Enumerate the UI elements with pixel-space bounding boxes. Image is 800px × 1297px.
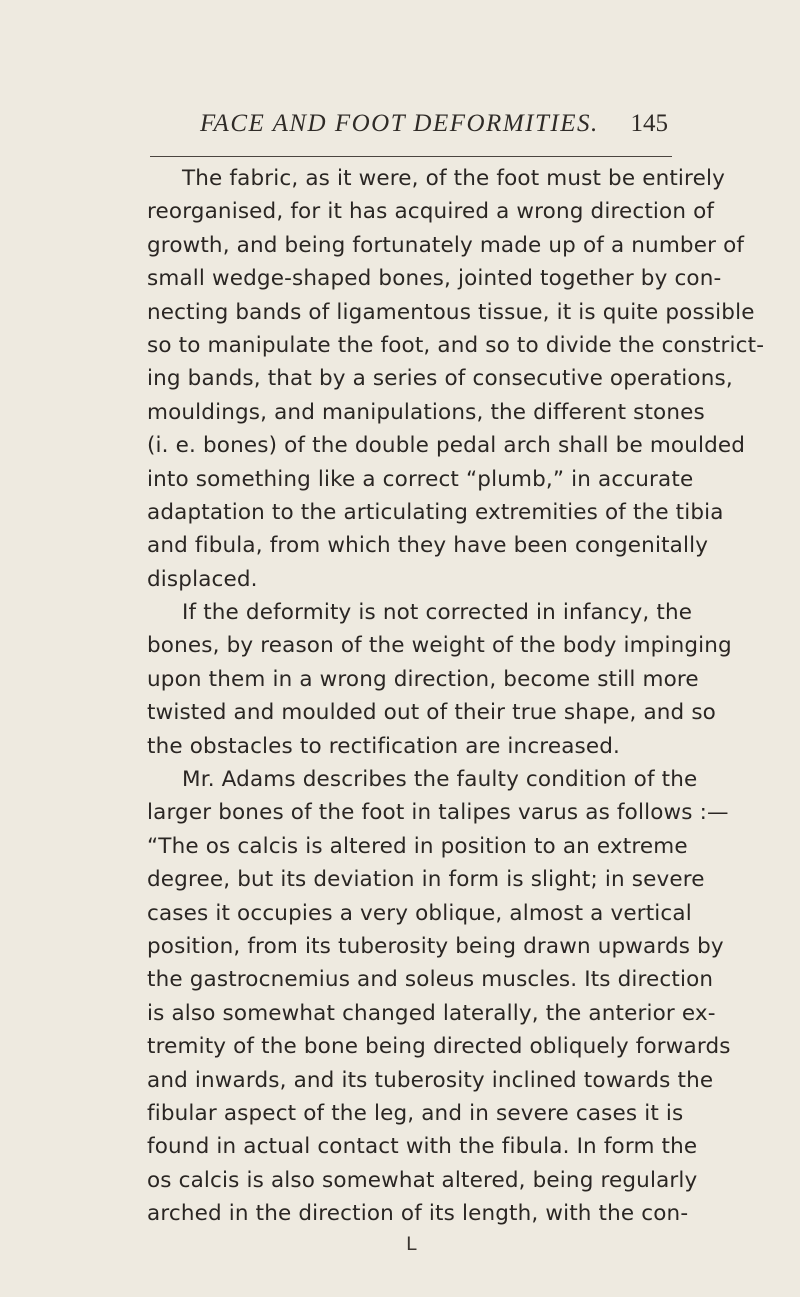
text-line: tremity of the bone being directed obliquely forwards	[147, 1034, 731, 1060]
text-line: the gastrocnemius and soleus muscles. Its direction	[147, 967, 714, 993]
body-text	[147, 162, 765, 1231]
text-line: mouldings, and manipulations, the different stones	[147, 399, 705, 425]
text-line: and fibula, from which they have been congenitally	[147, 533, 709, 559]
text-line: larger bones of the foot in talipes varus as follows :—	[147, 800, 729, 826]
text-line: upon them in a wrong direction, become still more	[147, 666, 699, 692]
text-line: small wedge-shaped bones, jointed together by con-	[147, 266, 722, 292]
text-line: so to manipulate the foot, and so to divide the constrict-	[147, 332, 765, 358]
text-line: If the deformity is not corrected in infancy, the	[182, 600, 693, 626]
signature-mark: L	[406, 1233, 417, 1255]
text-line: ing bands, that by a series of consecutive operations,	[147, 366, 733, 392]
text-line: arched in the direction of its length, with the con-	[147, 1201, 689, 1227]
text-line: found in actual contact with the fibula. In form the	[147, 1134, 698, 1160]
text-line: displaced.	[147, 566, 258, 592]
text-line: The fabric, as it were, of the foot must be entirely	[182, 166, 725, 191]
text-line: degree, but its deviation in form is slight; in severe	[147, 867, 705, 893]
text-line: twisted and moulded out of their true shape, and so	[147, 700, 716, 726]
text-line: into something like a correct “plumb,” in accurate	[147, 466, 694, 492]
text-line: (i. e. bones) of the double pedal arch shall be moulded	[147, 433, 746, 459]
text-line: and inwards, and its tuberosity inclined towards the	[147, 1067, 714, 1093]
text-line: cases it occupies a very oblique, almost a vertical	[147, 900, 692, 926]
header-rule	[150, 156, 672, 157]
text-line: bones, by reason of the weight of the body impinging	[147, 633, 732, 659]
text-line: is also somewhat changed laterally, the anterior ex-	[147, 1000, 716, 1026]
text-line: necting bands of ligamentous tissue, it is quite possible	[147, 299, 755, 325]
running-title: FACE AND FOOT DEFORMITIES.	[200, 110, 599, 137]
text-line: reorganised, for it has acquired a wrong direction of	[147, 199, 715, 225]
text-line: os calcis is also somewhat altered, being regularly	[147, 1167, 698, 1193]
text-line: fibular aspect of the leg, and in severe cases it is	[147, 1100, 684, 1126]
text-line: growth, and being fortunately made up of a number of	[147, 232, 745, 258]
text-line: adaptation to the articulating extremities of the tibia	[147, 499, 724, 525]
text-line: “The os calcis is altered in position to an extreme	[147, 833, 688, 859]
running-head	[200, 110, 680, 140]
page-number: 145	[630, 110, 668, 137]
text-line: Mr. Adams describes the faulty condition of the	[182, 767, 698, 793]
text-line: the obstacles to rectification are increased.	[147, 733, 621, 759]
text-line: position, from its tuberosity being drawn upwards by	[147, 933, 724, 959]
